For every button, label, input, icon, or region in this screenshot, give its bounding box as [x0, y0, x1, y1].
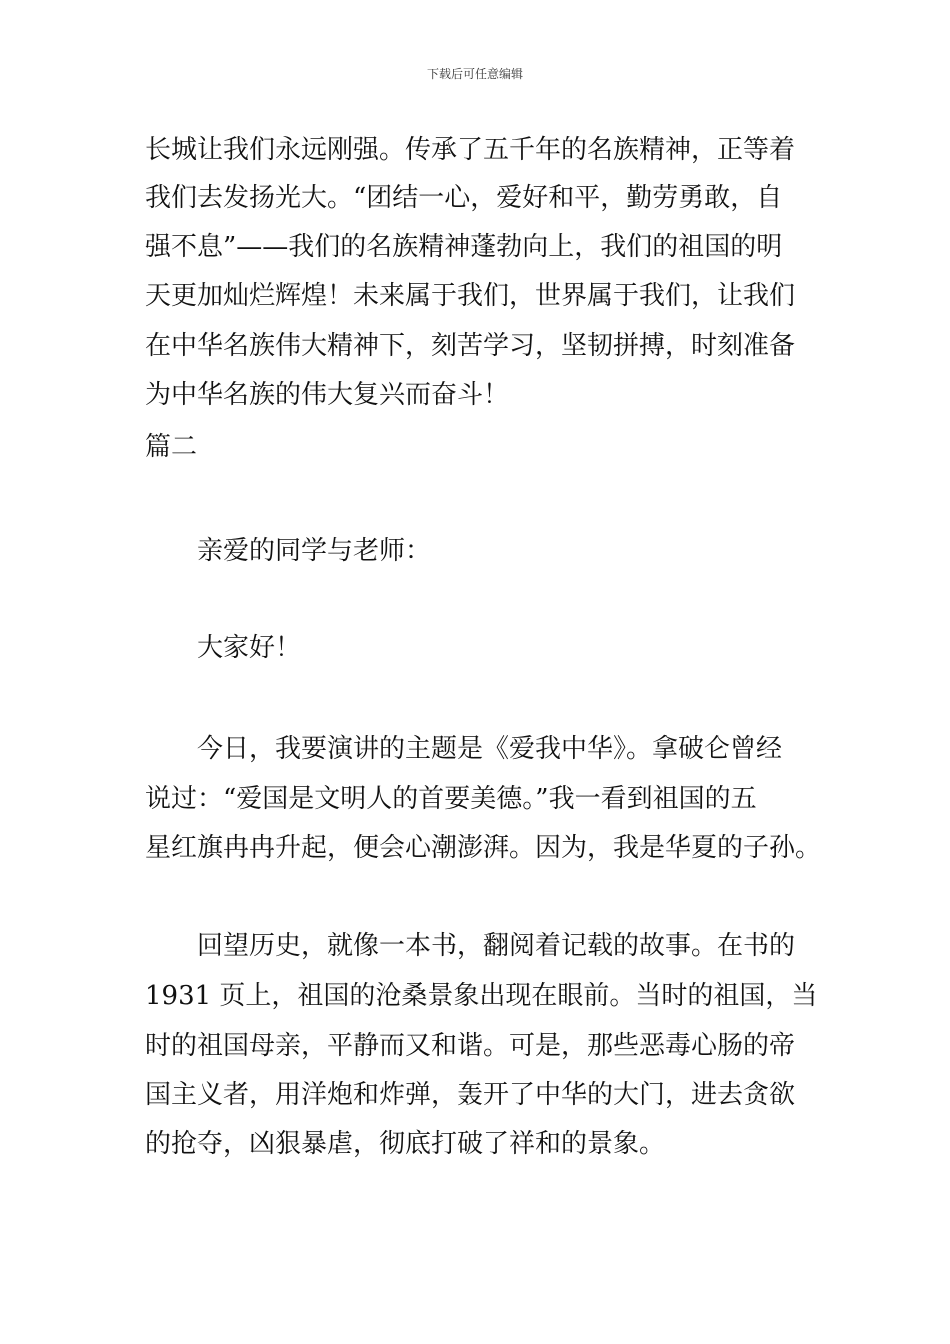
paragraph-line: 回望历史，就像一本书，翻阅着记载的故事。在书的 — [197, 931, 796, 961]
paragraph-line: 国主义者，用洋炮和炸弹，轰开了中华的大门，进去贪欲 — [145, 1080, 796, 1110]
page-header: 下载后可任意编辑 — [426, 67, 523, 81]
text-line: 强不息”——我们的名族精神蓬勃向上，我们的祖国的明 — [145, 232, 783, 262]
text-line: 为中华名族的伟大复兴而奋斗！ — [145, 380, 510, 410]
text-line: 长城让我们永远刚强。传承了五千年的名族精神，正等着 — [145, 135, 796, 165]
paragraph-line: 星红旗冉冉升起，便会心潮澎湃。因为，我是华夏的子孙。 — [145, 833, 822, 863]
text-line: 在中华名族伟大精神下，刻苦学习，坚韧拼搏，时刻准备 — [145, 331, 796, 361]
section-title: 篇二 — [145, 432, 198, 462]
paragraph-line: 1931 页上，祖国的沧桑景象出现在眼前。当时的祖国，当 — [145, 981, 818, 1011]
paragraph-line: 说过：“爱国是文明人的首要美德。”我一看到祖国的五 — [145, 784, 757, 814]
greeting: 亲爱的同学与老师： — [197, 536, 432, 566]
paragraph-line: 时的祖国母亲，平静而又和谐。可是，那些恶毒心肠的帝 — [145, 1031, 796, 1061]
hello-line: 大家好！ — [197, 633, 302, 663]
text-line: 我们去发扬光大。“团结一心，爱好和平，勤劳勇敢，自 — [145, 183, 783, 213]
paragraph-line: 的抢夺，凶狠暴虐，彻底打破了祥和的景象。 — [145, 1129, 666, 1159]
paragraph-line: 今日，我要演讲的主题是《爱我中华》。拿破仑曾经 — [197, 734, 783, 764]
text-line: 天更加灿烂辉煌！未来属于我们，世界属于我们，让我们 — [145, 281, 796, 311]
